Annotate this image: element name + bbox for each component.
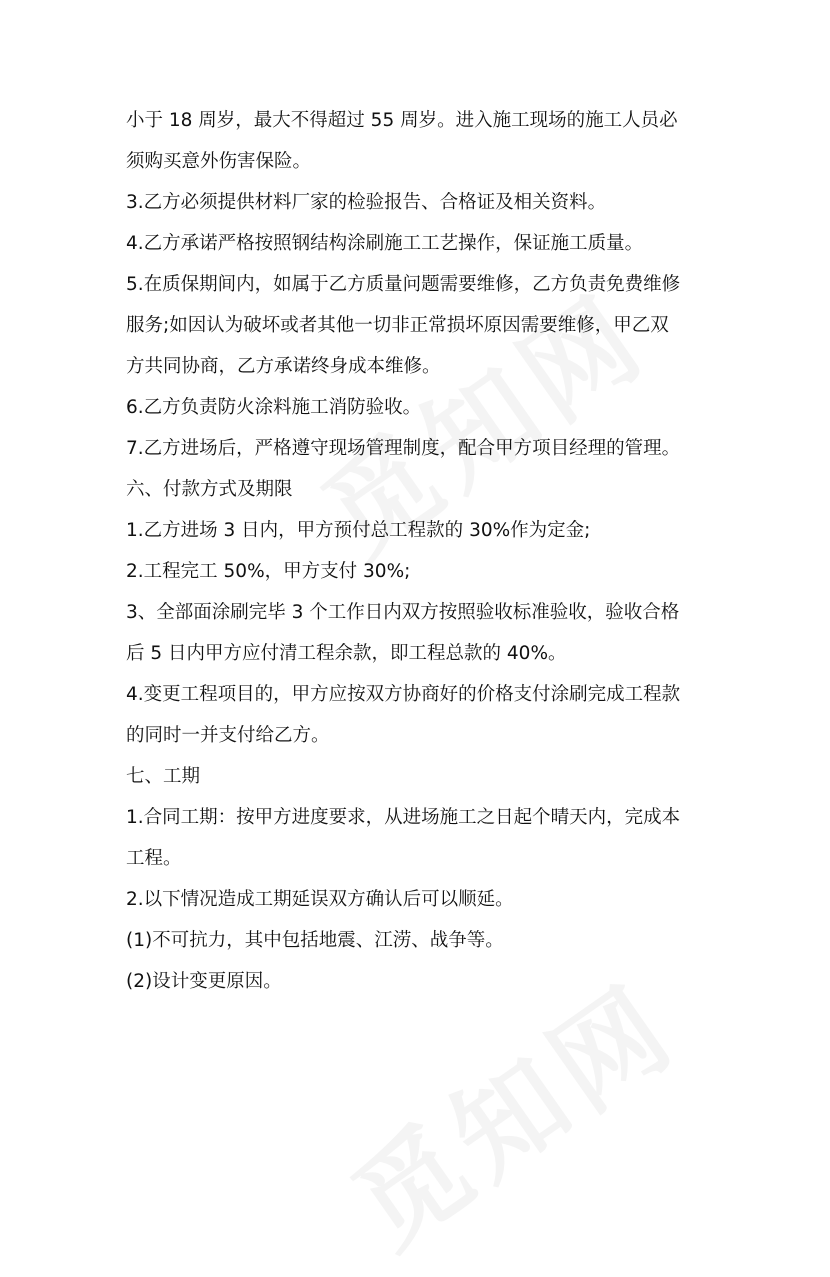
text-line: 的同时一并支付给乙方。 <box>126 725 330 746</box>
text-line: 小于 18 周岁，最大不得超过 55 周岁。进入施工现场的施工人员必 <box>126 110 678 131</box>
text-line: (2)设计变更原因。 <box>126 971 282 992</box>
section-heading: 七、工期 <box>126 766 201 787</box>
text-line: 2.以下情况造成工期延误双方确认后可以顺延。 <box>126 889 514 910</box>
text-line: 工程。 <box>126 848 182 869</box>
text-line: 须购买意外伤害保险。 <box>126 151 312 172</box>
text-line: 方共同协商，乙方承诺终身成本维修。 <box>126 356 441 377</box>
text-line: 3.乙方必须提供材料厂家的检验报告、合格证及相关资料。 <box>126 192 607 213</box>
text-line: 1.乙方进场 3 日内，甲方预付总工程款的 30%作为定金; <box>126 520 591 541</box>
text-line: 5.在质保期间内，如属于乙方质量问题需要维修，乙方负责免费维修 <box>126 274 681 295</box>
text-line: 4.变更工程项目的，甲方应按双方协商好的价格支付涂刷完成工程款 <box>126 684 681 705</box>
section-heading: 六、付款方式及期限 <box>126 479 293 500</box>
text-line: (1)不可抗力，其中包括地震、江涝、战争等。 <box>126 930 504 951</box>
text-line: 服务;如因认为破坏或者其他一切非正常损坏原因需要维修，甲乙双 <box>126 315 669 336</box>
text-line: 4.乙方承诺严格按照钢结构涂刷施工工艺操作，保证施工质量。 <box>126 233 644 254</box>
text-line: 3、全部面涂刷完毕 3 个工作日内双方按照验收标准验收，验收合格 <box>126 602 680 623</box>
text-line: 7.乙方进场后，严格遵守现场管理制度，配合甲方项目经理的管理。 <box>126 438 681 459</box>
text-line: 6.乙方负责防火涂料施工消防验收。 <box>126 397 422 418</box>
document-body <box>126 100 726 1002</box>
text-line: 后 5 日内甲方应付清工程余款，即工程总款的 40%。 <box>126 643 567 664</box>
text-line: 1.合同工期：按甲方进度要求，从进场施工之日起个晴天内，完成本 <box>126 807 681 828</box>
text-line: 2.工程完工 50%，甲方支付 30%; <box>126 561 411 582</box>
